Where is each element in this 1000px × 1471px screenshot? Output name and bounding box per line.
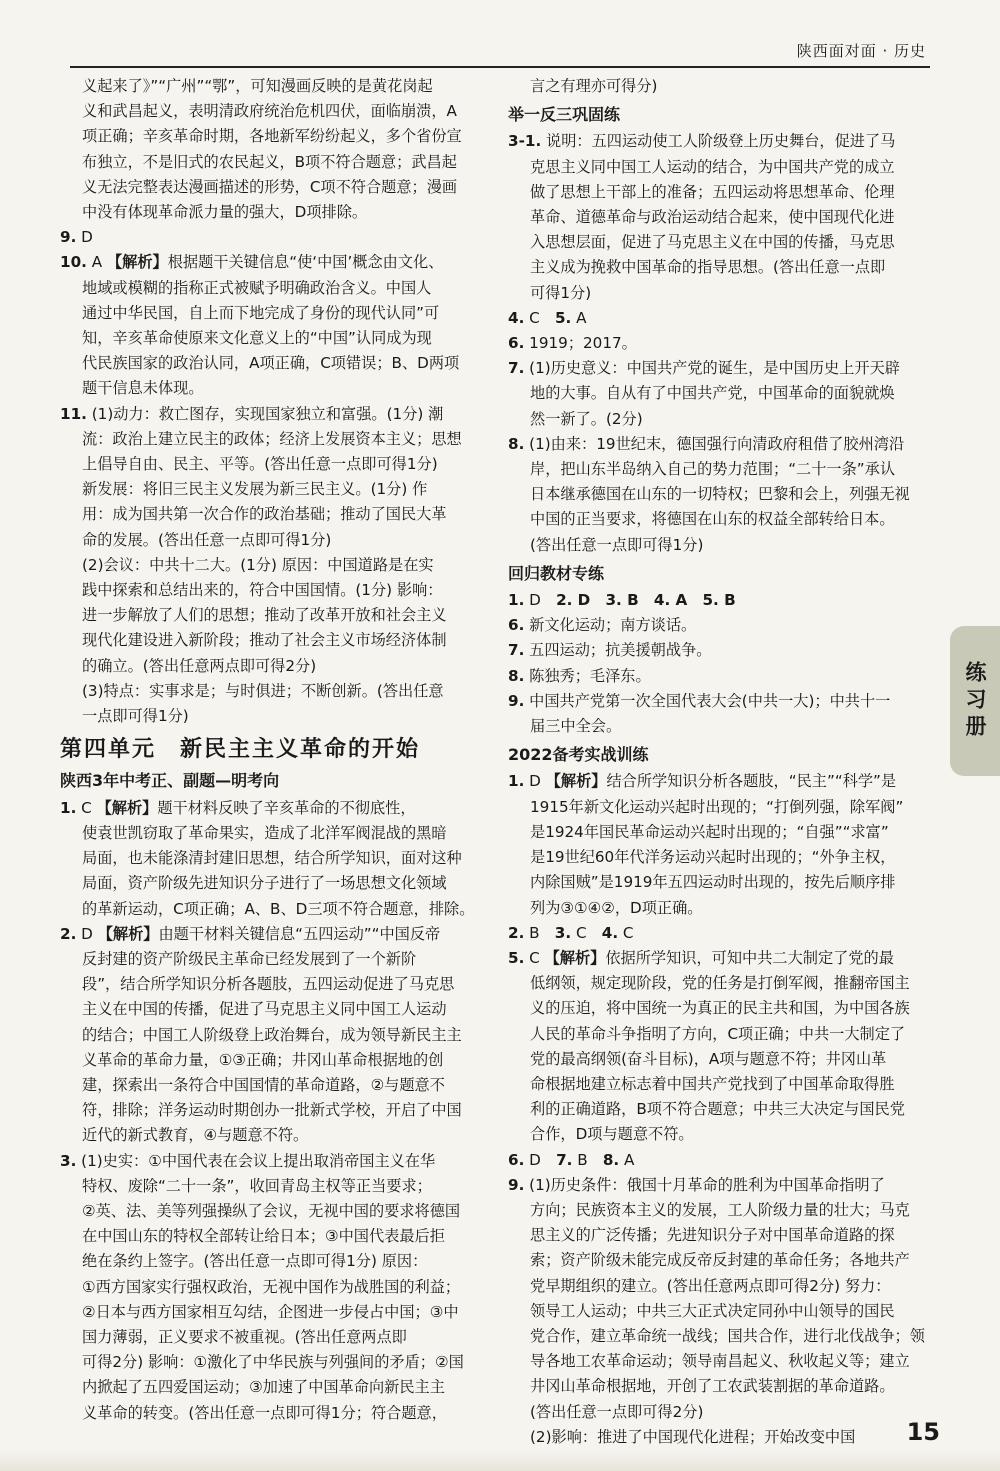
unit-title: 第四单元 新民主主义革命的开始 [60, 736, 421, 763]
practice-5-body [508, 971, 926, 1147]
question-number: 9. [508, 1175, 525, 1194]
text-line: 做了思想上干部上的准备；五四运动将思想革命、伦理 [530, 182, 895, 201]
answer: D [529, 772, 541, 791]
text-line: 义无法完整表达漫画描述的形势，C项不符合题意；漫画 [82, 177, 458, 196]
question-number: 2. [508, 923, 525, 942]
analysis-tag: 【解析】 [106, 253, 168, 272]
question-9 [60, 225, 492, 250]
text-line: (答出任意一点即可得2分) [530, 1402, 704, 1421]
question-2 [60, 922, 492, 947]
text-line: 领导工人运动；中共三大正式决定同孙中山领导的国民 [530, 1301, 895, 1320]
left-intro [60, 74, 492, 225]
text-line: 一点即可得1分) [82, 707, 189, 726]
text-line: 代民族国家的政治认同，A项正确，C项错误；B、D两项 [82, 354, 460, 373]
question-11-body [60, 427, 492, 729]
text-line: 上倡导自由、民主、平等。(答出任意一点即可得1分) [82, 455, 438, 474]
question-1 [60, 796, 492, 821]
text-line: (1)由来：19世纪末，德国强行向清政府租借了胶州湾沿 [529, 434, 905, 453]
text-line: 局面，也未能涤清封建旧思想，结合所学知识，面对这种 [82, 849, 462, 868]
section-title: 2022备考实战训练 [508, 745, 649, 765]
text-line: 通过中华民国，自上而下地完成了身份的现代认同”可 [82, 303, 440, 322]
question-4-5 [508, 306, 926, 331]
bottom-band [0, 1449, 1000, 1471]
text-line: (1)史实：①中国代表在会议上提出取消帝国主义在华 [81, 1151, 436, 1170]
text-line: 题干材料反映了辛亥革命的不彻底性， [157, 798, 416, 817]
question-11 [60, 402, 492, 427]
text-line: 局面，资产阶级先进知识分子进行了一场思想文化领域 [82, 874, 447, 893]
question-number: 7. [508, 359, 525, 378]
page-number: 15 [906, 1418, 940, 1446]
question-number: 7. [556, 1150, 573, 1169]
text-line: (3)特点：实事求是；与时俱进；不断创新。(答出任意 [82, 681, 444, 700]
section-title: 举一反三巩固练 [508, 105, 621, 125]
text-line: ②日本与西方国家相互勾结，企图进一步侵占中国；③中 [82, 1302, 459, 1321]
text-line: 知，辛亥革命使原来文化意义上的“中国”认同成为现 [82, 329, 432, 348]
text-line: (2)会议：中共十二大。(1分) 原因：中国道路是在实 [82, 555, 434, 574]
question-number: 3. [554, 923, 572, 942]
section-title: 陕西3年中考正、副题—明考向 [60, 771, 280, 791]
text-line: 命的发展。(答出任意一点即可得1分) [82, 530, 332, 549]
text-line: 革命、道德革命与政治运动结合起来，使中国现代化进 [530, 208, 895, 227]
text-line: 入思想层面，促进了马克思主义在中国的传播，马克思 [530, 233, 895, 252]
text-line: 近代的新式教育，④与题意不符。 [82, 1126, 309, 1145]
answer: 五四运动；抗美援朝战争。 [529, 641, 712, 660]
question-1-body [60, 821, 492, 922]
review-7 [508, 638, 926, 663]
text-line: 义的压迫，将中国统一为真正的民主共和国，为中国各族 [530, 999, 910, 1018]
question-number: 6. [508, 1150, 525, 1169]
text-line: 在中国山东的特权全部转让给日本；③中国代表最后拒 [82, 1227, 445, 1246]
text-line: 地的大事。自从有了中国共产党，中国革命的面貌就焕 [530, 384, 895, 403]
text-line: 说明：五四运动使工人阶级登上历史舞台，促进了马 [546, 132, 896, 151]
text-line: 党早期组织的建立。(答出任意两点即可得2分) 努力： [530, 1276, 891, 1295]
text-line: (1)历史意义：中国共产党的诞生，是中国历史上开天辟 [529, 359, 900, 378]
text-line: 根据题干关键信息“使‘中国’概念由文化、 [167, 253, 444, 272]
question-number: 2. [60, 924, 77, 943]
question-number: 6. [508, 334, 525, 353]
text-line: 践中探索和总结出来的，符合中国国情。(1分) 影响： [82, 581, 443, 600]
text-line: 人民的革命斗争指明了方向，C项正确；中共一大制定了 [530, 1024, 906, 1043]
answer: C [81, 798, 92, 817]
side-tab [950, 626, 1000, 776]
question-number: 3-1. [508, 132, 542, 151]
text-line: 主义成为挽救中国革命的指导思想。(答出任意一点即 [530, 258, 886, 277]
text-line: 义革命的革命力量，①③正确；井冈山革命根据地的创 [82, 1050, 444, 1069]
text-line: 义和武昌起义，表明清政府统治危机四伏，面临崩溃，A [82, 102, 457, 121]
text-line: 流：政治上建立民主的政体；经济上发展资本主义；思想 [82, 429, 462, 448]
text-line: 布独立，不是旧式的农民起义，B项不符合题意；武昌起 [82, 152, 457, 171]
text-line: 主义在中国的传播，促进了马克思主义同中国工人运动 [82, 1000, 447, 1019]
text-line: 中没有体现革命派力量的强大，D项排除。 [82, 203, 368, 222]
text-line: ①西方国家实行强权政治，无视中国作为战胜国的利益； [82, 1277, 461, 1296]
question-3-1 [508, 129, 926, 154]
text-line: 低纲领，规定现阶段，党的任务是打倒军阀，推翻帝国主 [530, 974, 910, 993]
question-3 [60, 1149, 492, 1174]
question-number: 9. [60, 228, 77, 247]
text-line: 中国共产党第一次全国代表大会(中共一大)；中共十一 [529, 691, 891, 710]
text-line: 建，探索出一条符合中国国情的革命道路，②与题意不 [82, 1075, 445, 1094]
text-line: 现代化建设进入新阶段；推动了社会主义市场经济体制 [82, 631, 447, 650]
question-8 [508, 432, 926, 457]
left-column [60, 74, 492, 1426]
right-column [508, 74, 926, 1450]
answer-pair: 5. B [702, 591, 736, 610]
review-9 [508, 689, 926, 714]
text-line: 内除国贼”是1919年五四运动时出现的，按先后顺序排 [530, 873, 896, 892]
question-number: 11. [60, 404, 87, 423]
review-9-body: 届三中全会。 [530, 717, 622, 736]
text-line: 岸，把山东半岛纳入自己的势力范围；“二十一条”承认 [530, 460, 896, 479]
text-line: 由题干材料关键信息“五四运动”“中国反帝 [158, 924, 441, 943]
question-number: 8. [508, 434, 525, 453]
text-line: 特权、废除“二十一条”，收回青岛主权等正当要求； [82, 1176, 432, 1195]
question-number: 5. [554, 308, 572, 327]
text-line: 导各地工农革命运动；领导南昌起义、秋收起义等；建立 [530, 1352, 910, 1371]
question-7-body [508, 381, 926, 431]
text-line: 绝在条约上签字。(答出任意一点即可得1分) 原因： [82, 1252, 428, 1271]
review-8 [508, 664, 926, 689]
practice-1-body [508, 795, 926, 921]
text-line: 克思主义同中国工人运动的结合，为中国共产党的成立 [530, 157, 895, 176]
text-line: 1915年新文化运动兴起时出现的；“打倒列强，除军阀” [530, 797, 904, 816]
answer: C [575, 923, 587, 942]
text-line: (2)影响：推进了中国现代化进程；开始改变中国 [530, 1427, 856, 1446]
question-number: 8. [602, 1150, 620, 1169]
practice-6-8 [508, 1148, 926, 1173]
text-line: 利的正确道路，B项不符合题意；中共三大决定与国民党 [530, 1100, 905, 1119]
text-line: 义革命的转变。(答出任意一点即可得1分；符合题意， [82, 1403, 447, 1422]
text-line: 井冈山革命根据地，开创了工农武装割据的革命道路。 [530, 1377, 895, 1396]
question-number: 9. [508, 691, 525, 710]
text-line: 依据所学知识，可知中共二大制定了党的最 [605, 948, 894, 967]
text-line: 义起来了》”“广州”“鄂”，可知漫画反映的是黄花岗起 [82, 77, 433, 95]
text-line: 段”，结合所学知识分析各题肢，五四运动促进了马克思 [82, 975, 455, 994]
question-number: 1. [508, 591, 525, 610]
question-10 [60, 250, 492, 275]
right-intro: 言之有理亦可得分) [530, 77, 658, 95]
text-line: 合作，D项与题意不符。 [530, 1125, 694, 1144]
text-line: 思主义的广泛传播；先进知识分子对中国革命道路的探 [530, 1226, 895, 1245]
question-number: 8. [508, 666, 525, 685]
question-10-body [60, 276, 492, 402]
review-6 [508, 613, 926, 638]
question-number: 6. [508, 616, 525, 635]
header-rule [70, 66, 930, 68]
text-line: 日本继承德国在山东的一切特权；巴黎和会上，列强无视 [530, 485, 910, 504]
side-tab-label: 练习册 [963, 660, 987, 742]
text-line: 是1924年国民革命运动兴起时出现的；“自强”“求富” [530, 822, 889, 841]
answer: B [529, 923, 540, 942]
practice-2-4 [508, 921, 926, 946]
text-line: 国力薄弱，正义要求不被重视。(答出任意两点即 [82, 1327, 407, 1346]
header-title: 陕西面对面 · 历史 [796, 42, 926, 60]
text-line: 命根据地建立标志着中国共产党找到了中国革命取得胜 [530, 1074, 895, 1093]
answer-pair: 2. D [556, 591, 591, 610]
text-line: 新发展：将旧三民主义发展为新三民主义。(1分) 作 [82, 480, 428, 499]
analysis-tag: 【解析】 [544, 948, 606, 967]
question-number: 7. [508, 641, 525, 660]
analysis-tag: 【解析】 [545, 772, 607, 791]
text-line: (答出任意一点即可得1分) [530, 535, 704, 554]
answer: D [529, 1150, 541, 1169]
text-line: 反封建的资产阶级民主革命已经发展到了一个新阶 [82, 949, 417, 968]
question-3-1-body [508, 155, 926, 306]
question-number: 1. [60, 798, 77, 817]
question-number: 4. [508, 308, 525, 327]
practice-1 [508, 769, 926, 794]
question-number: 10. [60, 253, 87, 272]
text-line: 内掀起了五四爱国运动；③加速了中国革命向新民主主 [82, 1378, 445, 1397]
text-line: 的革新运动，C项正确；A、B、D三项不符合题意，排除。 [82, 899, 475, 918]
text-line: 的确立。(答出任意两点即可得2分) [82, 656, 317, 675]
review-1-5 [508, 588, 926, 613]
text-line: 党合作，建立革命统一战线；国共合作，进行北伐战争；领 [530, 1326, 925, 1345]
practice-9 [508, 1173, 926, 1198]
text-line: 中国的正当要求，将德国在山东的权益全部转给日本。 [530, 510, 895, 529]
answer: A [624, 1150, 635, 1169]
question-6 [508, 331, 926, 356]
question-8-body [508, 457, 926, 558]
text-line: 党的最高纲领(奋斗目标)，A项与题意不符；井冈山革 [530, 1049, 887, 1068]
text-line: 符，排除；洋务运动时期创办一批新式学校，开启了中国 [82, 1101, 462, 1120]
answer: 新文化运动；南方谈话。 [529, 616, 697, 635]
text-line: (1)动力：救亡图存，实现国家独立和富强。(1分) 潮 [91, 404, 444, 423]
text-line: 项正确；辛亥革命时期，各地新军纷纷起义，多个省份宣 [82, 127, 462, 146]
text-line: 结合所学知识分析各题肢，“民主”“科学”是 [606, 772, 897, 791]
answer: D [529, 591, 541, 610]
text-line: 列为③①④②，D项正确。 [530, 898, 703, 917]
text-line: 的结合；中国工人阶级登上政治舞台，成为领导新民主主 [82, 1025, 462, 1044]
text-line: 地域或模糊的指称正式被赋予明确政治含义。中国人 [82, 278, 432, 297]
question-3-body [60, 1174, 492, 1426]
answer-pair: 3. B [605, 591, 639, 610]
analysis-tag: 【解析】 [96, 798, 158, 817]
text-line: 是19世纪60年代洋务运动兴起时出现的；“外争主权， [530, 848, 896, 867]
question-number: 1. [508, 772, 525, 791]
question-2-body [60, 947, 492, 1149]
text-line: 题干信息未体现。 [82, 379, 204, 398]
answer: C [529, 948, 540, 967]
text-line: 可得2分) 影响：①激化了中华民族与列强间的矛盾；②国 [82, 1353, 464, 1372]
answer-pair: 4. A [653, 591, 688, 610]
answer: A [576, 308, 587, 327]
section-title: 回归教材专练 [508, 563, 605, 583]
text-line: 索；资产阶级未能完成反帝反封建的革命任务；各地共产 [530, 1251, 910, 1270]
practice-9-body [508, 1198, 926, 1450]
text-line: 用：成为国共第一次合作的政治基础；推动了国民大革 [82, 505, 447, 524]
text-line: ②英、法、美等列强操纵了会议，无视中国的要求将德国 [82, 1201, 461, 1220]
answer: 陈独秀；毛泽东。 [529, 666, 651, 685]
text-line: 使袁世凯窃取了革命果实，造成了北洋军阀混战的黑暗 [82, 823, 447, 842]
analysis-tag: 【解析】 [97, 924, 159, 943]
answer: C [529, 308, 540, 327]
text-line: 进一步解放了人们的思想；推动了改革开放和社会主义 [82, 606, 447, 625]
question-number: 4. [601, 923, 619, 942]
practice-5 [508, 946, 926, 971]
question-number: 3. [60, 1151, 77, 1170]
answer: 1919；2017。 [529, 334, 637, 353]
answer: D [81, 924, 93, 943]
answer: C [622, 923, 634, 942]
question-7 [508, 356, 926, 381]
answer: D [81, 228, 93, 247]
text-line: (1)历史条件：俄国十月革命的胜利为中国革命指明了 [529, 1175, 885, 1194]
text-line: 方向；民族资本主义的发展，工人阶级力量的壮大；马克 [530, 1200, 910, 1219]
question-number: 5. [508, 948, 525, 967]
answer: B [577, 1150, 588, 1169]
answer: A [91, 253, 103, 272]
text-line: 然一新了。(2分) [530, 409, 643, 428]
text-line: 可得1分) [530, 283, 592, 302]
